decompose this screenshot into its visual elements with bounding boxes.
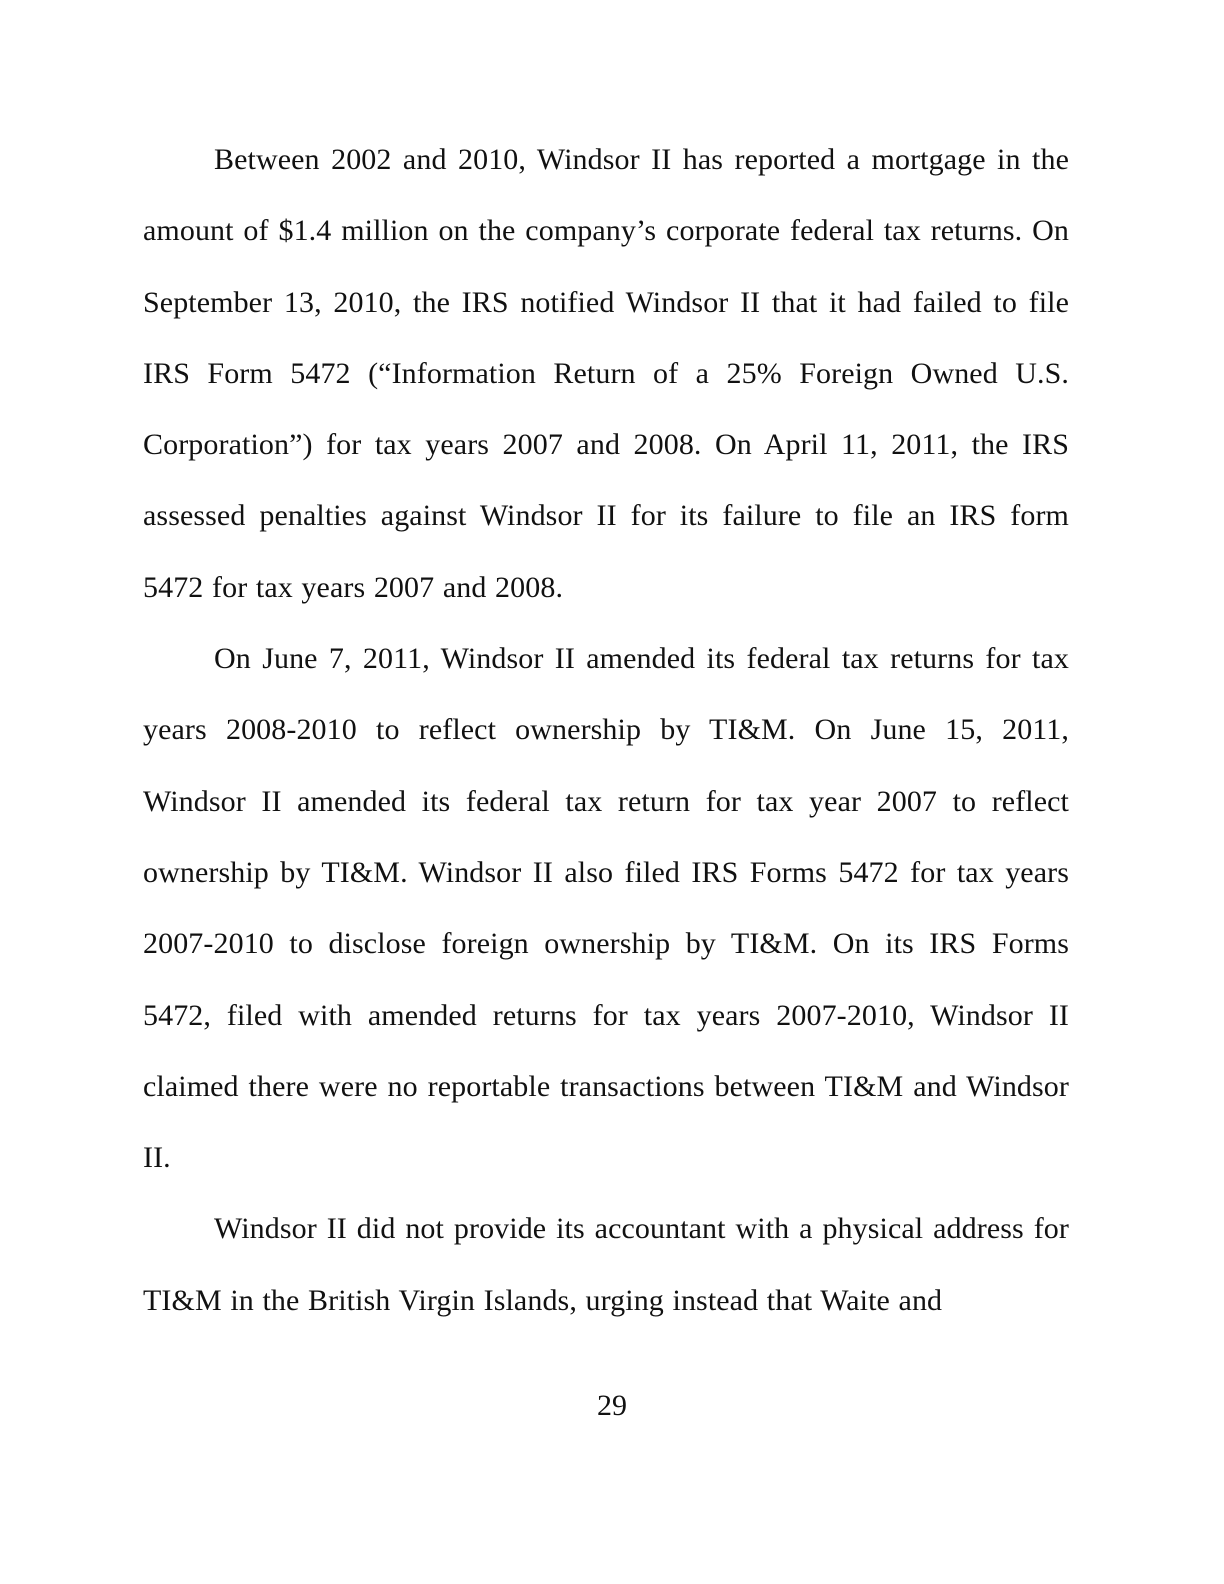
paragraph-2: On June 7, 2011, Windsor II amended its federal tax returns for tax years 2008-2010 to reflect ownership by TI&M. On June 15, 2011, Windsor II amended its federal tax return for tax year 2007 to reflect ownership by TI&M. Windsor II also filed IRS Forms 5472 for tax years 2007-2010 to disclose foreign ownership by TI&M. On its IRS Forms 5472, filed with amended returns for tax years 2007-2010, Windsor II claimed there were no reportable transactions between TI&M and Windsor II. [143, 642, 1069, 1175]
paragraph-3: Windsor II did not provide its accountant with a physical address for TI&M in the British Virgin Islands, urging instead that Waite and [143, 1212, 1069, 1317]
page-number: 29 [597, 1389, 627, 1422]
document-body [143, 124, 1069, 1336]
paragraph-1: Between 2002 and 2010, Windsor II has reported a mortgage in the amount of $1.4 million on the company’s corporate federal tax returns. On September 13, 2010, the IRS notified Windsor II that it had failed to file IRS Form 5472 (“Information Return of a 25% Foreign Owned U.S. Corporation”) for tax years 2007 and 2008. On April 11, 2011, the IRS assessed penalties against Windsor II for its failure to file an IRS form 5472 for tax years 2007 and 2008. [143, 143, 1069, 604]
